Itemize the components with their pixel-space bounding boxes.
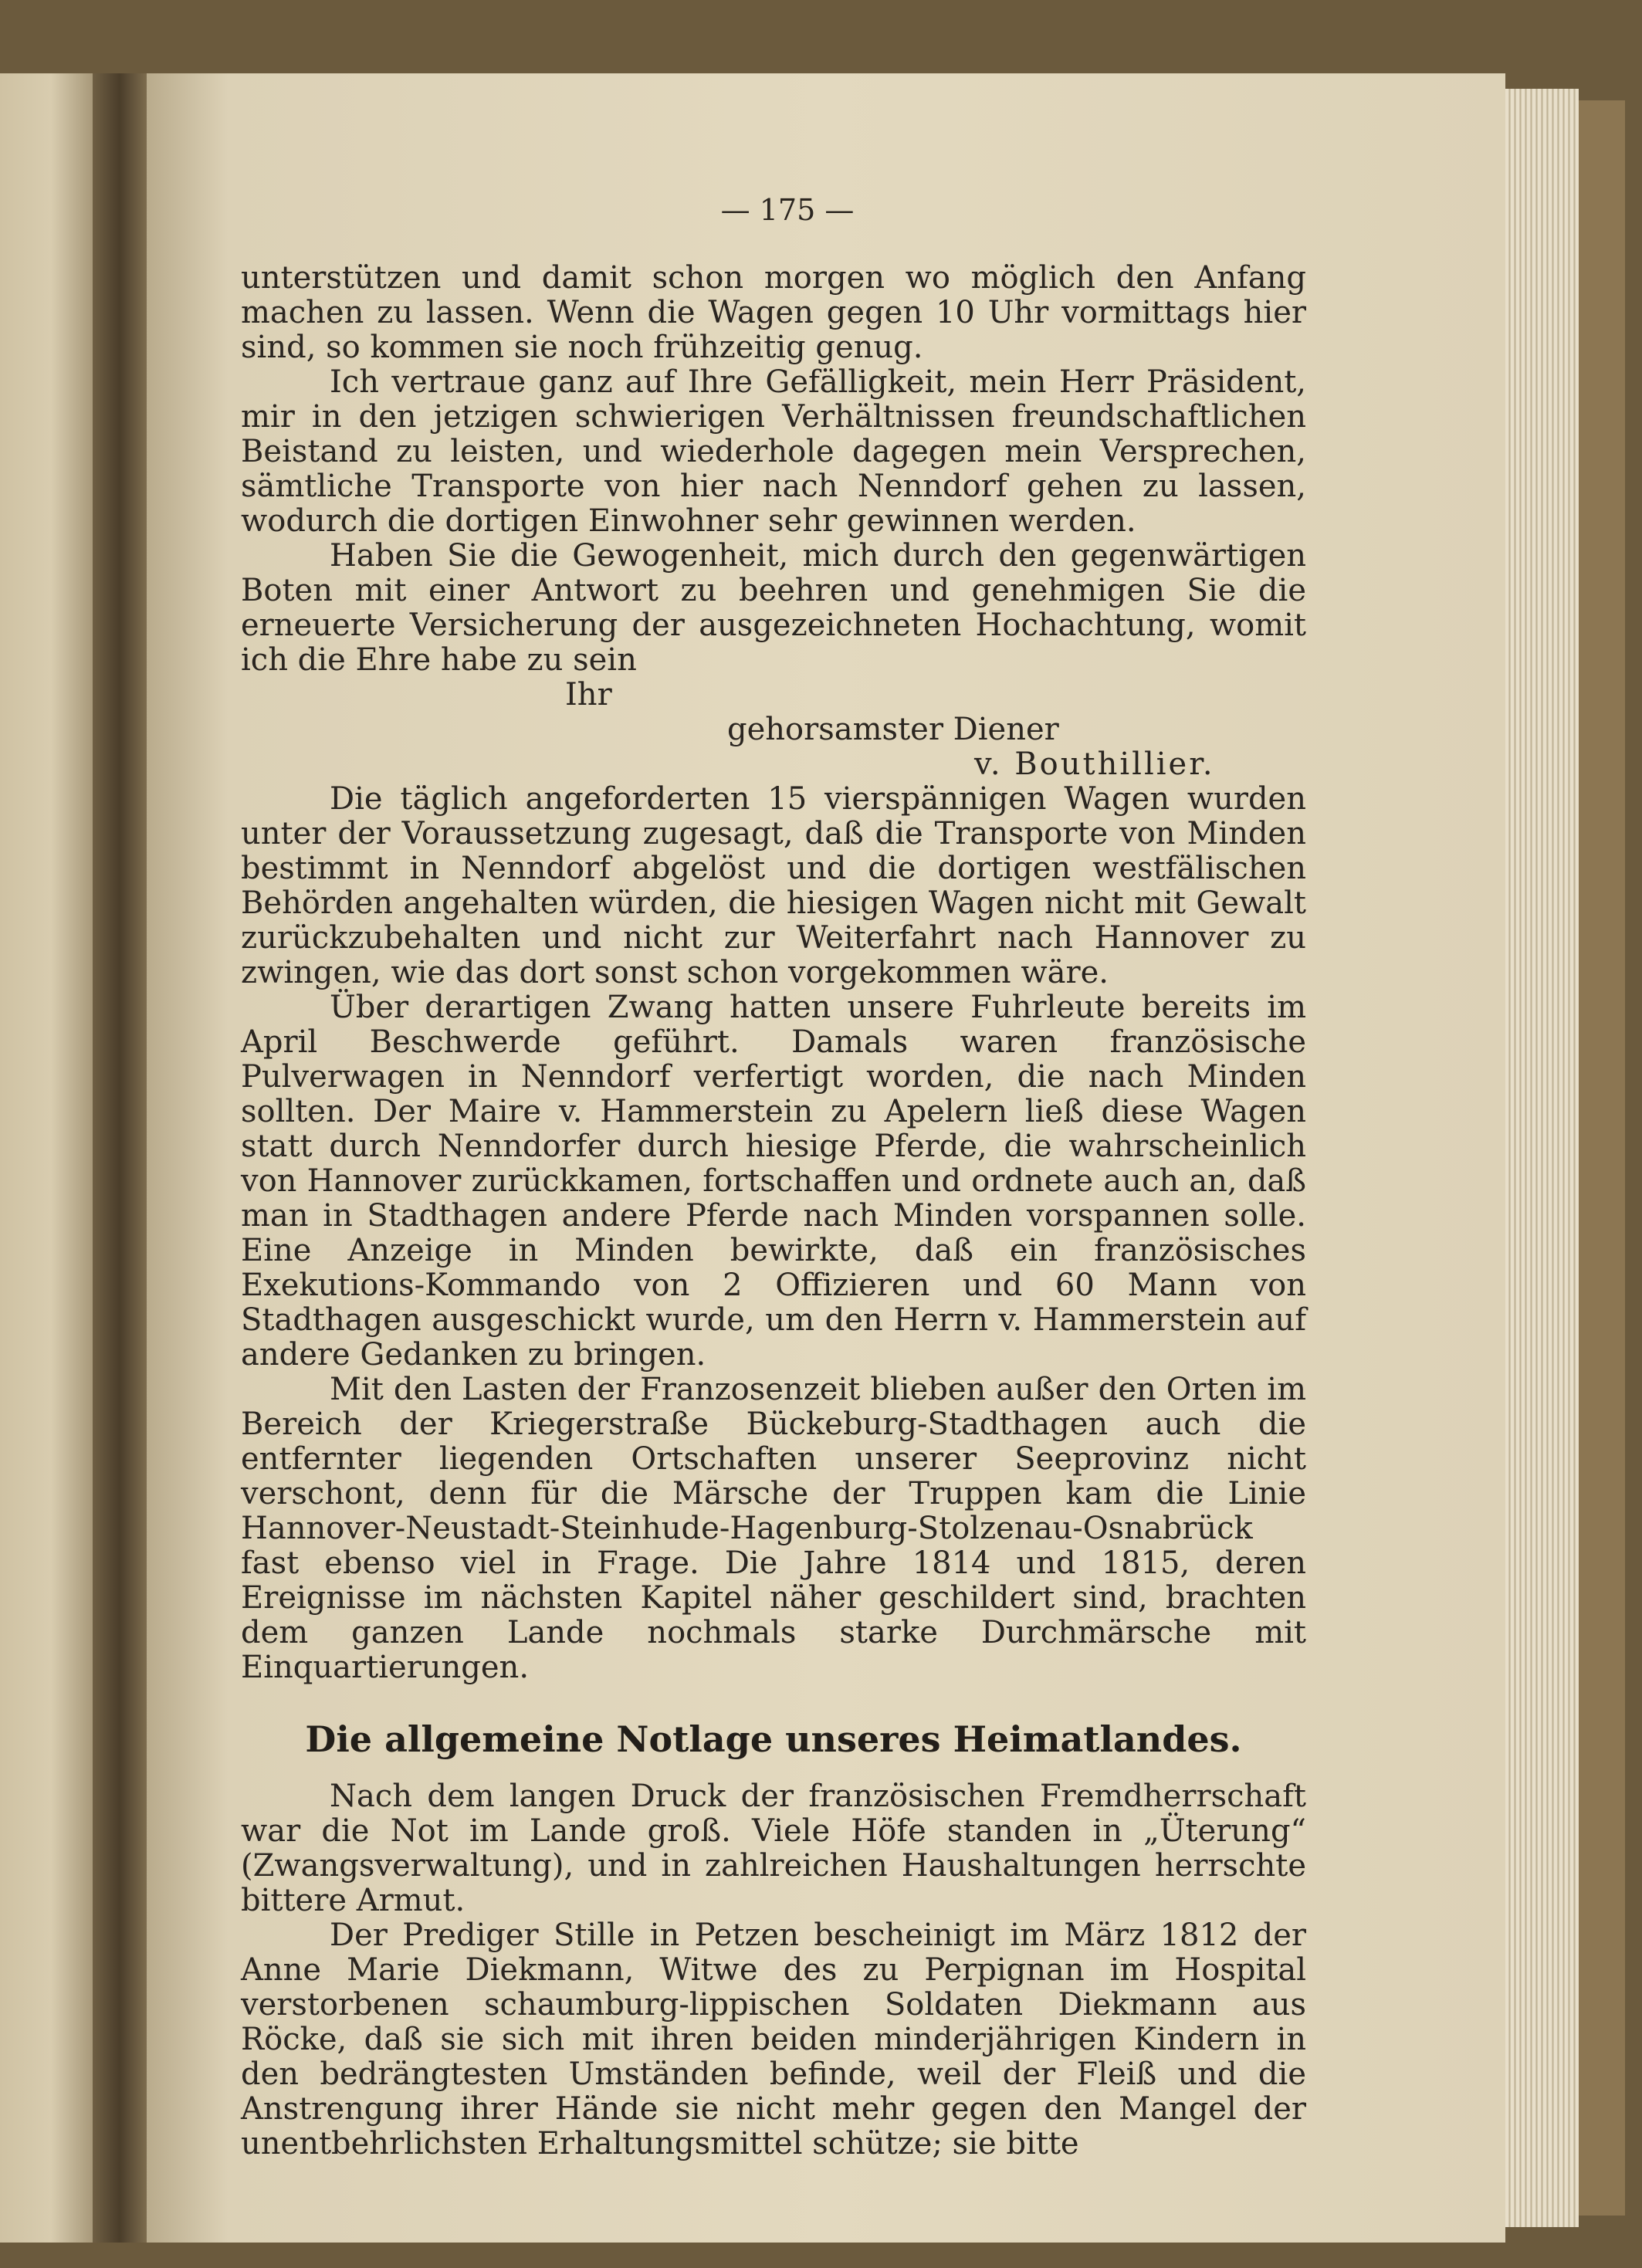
- paragraph: Der Prediger Stille in Petzen bescheinigt im März 1812 der Anne Marie Diekmann, Witwe des zu Perpignan im Hospital verstorbenen schaumburg-lippischen Soldaten Diekmann aus Röcke, daß sie sich mit ihren beiden minderjährigen Kindern in den bedrängtesten Umständen befinde, weil der Fleiß und die Anstrengung ihrer Hände sie nicht mehr gegen den Mangel der unentbehrlichsten Erhaltungsmittel schütze; sie bitte: [241, 1918, 1306, 2161]
- book-cover-edge: [1579, 100, 1625, 2216]
- section-heading: Die allgemeine Notlage unseres Heimatlandes.: [305, 1718, 1242, 1760]
- closing-salutation: Ihr: [565, 677, 612, 713]
- page-number: — 175 —: [720, 193, 855, 227]
- paragraph: Die täglich angeforderten 15 vierspännigen Wagen wurden unter der Voraussetzung zugesagt, daß die Transporte von Minden bestimmt in Nenndorf abgelöst und die dortigen westfälischen Behörden angehalten würden, die hiesigen Wagen nicht mit Gewalt zurückzubehalten und nicht zur Weiterfahrt nach Hannover zu zwingen, wie das dort sonst schon vorgekommen wäre.: [241, 781, 1306, 990]
- paragraph: Über derartigen Zwang hatten unsere Fuhrleute bereits im April Beschwerde geführt. Damals waren französische Pulverwagen in Nenndorf verfertigt worden, die nach Minden sollten. Der Maire v. Hammerstein zu Apelern ließ diese Wagen statt durch Nenndorfer durch hiesige Pferde, die wahrscheinlich von Hannover zurückkamen, fortschaffen und ordnete auch an, daß man in Stadthagen andere Pferde nach Minden vorspannen solle. Eine Anzeige in Minden bewirkte, daß ein französisches Exekutions-Kommando von 2 Offizieren und 60 Mann von Stadthagen ausgeschickt wurde, um den Herrn v. Hammerstein auf andere Gedanken zu bringen.: [241, 990, 1306, 1373]
- paragraph: Mit den Lasten der Franzosenzeit blieben außer den Orten im Bereich der Kriegerstraße Bückeburg-Stadthagen auch die entfernter liegenden Ortschaften unserer Seeprovinz nicht verschont, denn für die Märsche der Truppen kam die Linie Hannover-Neustadt-Steinhude-Hagenburg-Stolzenau-Osnabrück fast ebenso viel in Frage. Die Jahre 1814 und 1815, deren Ereignisse im nächsten Kapitel näher geschildert sind, brachten dem ganzen Lande nochmals starke Durchmärsche mit Einquartierungen.: [241, 1372, 1306, 1685]
- paragraph: unterstützen und damit schon morgen wo möglich den Anfang machen zu lassen. Wenn die Wagen gegen 10 Uhr vormittags hier sind, so kommen sie noch frühzeitig genug.: [241, 260, 1306, 365]
- paragraph: Haben Sie die Gewogenheit, mich durch den gegenwärtigen Boten mit einer Antwort zu beehren und genehmigen Sie die erneuerte Versicherung der ausgezeichneten Hochachtung, womit ich die Ehre habe zu sein: [241, 538, 1306, 678]
- left-page-edge: [0, 73, 93, 2243]
- book-gutter: [93, 73, 147, 2243]
- closing-servant: gehorsamster Diener: [727, 712, 1059, 747]
- paragraph: Ich vertraue ganz auf Ihre Gefälligkeit, mein Herr Präsident, mir in den jetzigen schwierigen Verhältnissen freundschaftlichen Beistand zu leisten, und wiederhole dagegen mein Versprechen, sämtliche Transporte von hier nach Nenndorf gehen zu lassen, wodurch die dortigen Einwohner sehr gewinnen werden.: [241, 364, 1306, 539]
- closing-signature: v. Bouthillier.: [974, 746, 1215, 782]
- page-text: [241, 261, 1306, 2161]
- paragraph: Nach dem langen Druck der französischen Fremdherrschaft war die Not im Lande groß. Viele Höfe standen in „Üterung“ (Zwangsverwaltung), und in zahlreichen Haushaltungen herrschte bittere Armut.: [241, 1779, 1306, 1918]
- letter-closing: [241, 678, 1306, 782]
- page-stack-edges: [1505, 89, 1579, 2227]
